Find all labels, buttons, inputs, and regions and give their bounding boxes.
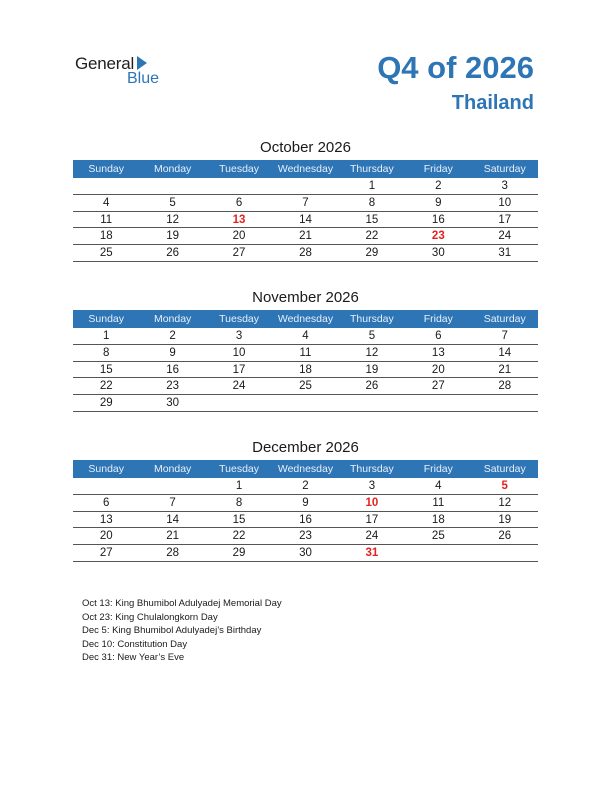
day-cell: 7 bbox=[169, 496, 176, 509]
month-title: December 2026 bbox=[252, 439, 359, 456]
holiday-note: Dec 10: Constitution Day bbox=[82, 638, 188, 650]
day-cell: 12 bbox=[166, 213, 180, 226]
week-row bbox=[73, 362, 538, 379]
weekday-label: Wednesday bbox=[277, 163, 334, 175]
holiday-day-cell: 10 bbox=[365, 496, 379, 509]
day-cell: 22 bbox=[365, 230, 379, 243]
week-row bbox=[73, 395, 538, 412]
day-cell: 30 bbox=[431, 247, 445, 260]
weekday-label: Friday bbox=[423, 163, 453, 175]
day-cell: 5 bbox=[169, 196, 176, 209]
day-cell: 1 bbox=[103, 330, 110, 342]
weekday-label: Saturday bbox=[483, 463, 526, 475]
day-cell: 30 bbox=[299, 547, 312, 560]
day-cell: 20 bbox=[99, 530, 113, 543]
day-cell: 7 bbox=[501, 330, 508, 342]
day-cell: 1 bbox=[368, 180, 376, 192]
weekday-label: Sunday bbox=[88, 163, 125, 175]
day-cell: 18 bbox=[99, 230, 113, 243]
day-cell: 4 bbox=[302, 330, 309, 342]
day-cell: 1 bbox=[235, 480, 243, 492]
month-title: November 2026 bbox=[252, 289, 359, 306]
day-cell: 17 bbox=[498, 213, 512, 226]
day-cell: 17 bbox=[232, 363, 246, 376]
weekday-label: Monday bbox=[153, 313, 192, 325]
day-cell: 3 bbox=[501, 180, 508, 192]
weekday-label: Monday bbox=[153, 463, 192, 475]
day-cell: 27 bbox=[431, 380, 445, 393]
weekday-header bbox=[73, 160, 538, 178]
week-row bbox=[73, 245, 538, 262]
day-cell: 16 bbox=[299, 513, 312, 526]
day-cell: 2 bbox=[169, 330, 176, 342]
day-cell: 28 bbox=[166, 547, 180, 560]
day-cell bbox=[272, 178, 338, 194]
week-row bbox=[73, 328, 538, 345]
day-cell: 28 bbox=[299, 247, 312, 260]
holiday-day-cell: 23 bbox=[431, 230, 445, 243]
day-cell: 24 bbox=[365, 530, 379, 543]
day-cell bbox=[472, 545, 538, 561]
day-cell: 4 bbox=[103, 196, 110, 209]
day-cell: 16 bbox=[431, 213, 445, 226]
week-row bbox=[73, 478, 538, 495]
day-cell: 8 bbox=[235, 496, 243, 509]
weekday-label: Thursday bbox=[350, 463, 394, 475]
month-calendar bbox=[73, 437, 538, 562]
week-row bbox=[73, 212, 538, 229]
day-cell bbox=[206, 178, 272, 194]
day-cell: 15 bbox=[232, 513, 246, 526]
holiday-note: Dec 5: King Bhumibol Adulyadej’s Birthday bbox=[82, 625, 262, 636]
day-cell: 23 bbox=[299, 530, 312, 543]
holiday-day-cell: 13 bbox=[232, 213, 246, 226]
day-cell: 23 bbox=[166, 380, 180, 393]
weekday-label: Monday bbox=[153, 163, 192, 175]
country-title: Thailand bbox=[451, 92, 534, 114]
day-cell: 20 bbox=[431, 363, 445, 376]
page-title: Q4 of 2026 bbox=[377, 50, 534, 85]
day-cell: 6 bbox=[103, 496, 110, 509]
day-cell: 14 bbox=[299, 213, 312, 226]
day-cell: 6 bbox=[235, 196, 243, 209]
day-cell: 25 bbox=[431, 530, 445, 543]
day-cell: 19 bbox=[365, 363, 379, 376]
day-cell: 22 bbox=[232, 530, 246, 543]
weekday-label: Sunday bbox=[88, 313, 125, 325]
weekday-label: Thursday bbox=[350, 163, 394, 175]
weekday-label: Tuesday bbox=[219, 463, 259, 475]
weekday-label: Friday bbox=[423, 463, 453, 475]
day-cell: 14 bbox=[166, 513, 180, 526]
week-row bbox=[73, 528, 538, 545]
day-cell: 27 bbox=[99, 547, 113, 560]
day-cell: 16 bbox=[166, 363, 180, 376]
day-cell: 3 bbox=[235, 330, 243, 342]
day-cell: 11 bbox=[100, 213, 113, 226]
day-cell bbox=[405, 395, 471, 411]
day-cell: 17 bbox=[365, 513, 379, 526]
day-cell: 24 bbox=[232, 380, 246, 393]
day-cell: 19 bbox=[166, 230, 180, 243]
day-cell bbox=[206, 395, 272, 411]
day-cell: 3 bbox=[368, 480, 376, 492]
day-cell: 13 bbox=[431, 346, 445, 359]
day-cell: 21 bbox=[299, 230, 312, 243]
day-cell: 20 bbox=[232, 230, 246, 243]
weekday-header bbox=[73, 460, 538, 478]
day-cell: 14 bbox=[498, 346, 512, 359]
day-cell bbox=[405, 545, 471, 561]
day-cell: 9 bbox=[169, 346, 176, 359]
day-cell: 10 bbox=[232, 346, 246, 359]
day-cell bbox=[139, 478, 205, 494]
week-row bbox=[73, 378, 538, 395]
day-cell bbox=[272, 395, 338, 411]
day-cell bbox=[73, 178, 139, 194]
holiday-day-cell: 5 bbox=[501, 480, 508, 492]
weekday-label: Sunday bbox=[88, 463, 125, 475]
month-calendar bbox=[73, 287, 538, 412]
week-row bbox=[73, 345, 538, 362]
day-cell: 24 bbox=[498, 230, 512, 243]
day-cell: 26 bbox=[166, 247, 180, 260]
day-cell: 15 bbox=[365, 213, 379, 226]
day-cell: 11 bbox=[432, 496, 445, 509]
weekday-label: Saturday bbox=[483, 313, 526, 325]
day-cell: 11 bbox=[299, 346, 312, 359]
logo-general-text: General bbox=[75, 54, 135, 73]
day-cell: 2 bbox=[302, 480, 309, 492]
week-row bbox=[73, 178, 538, 195]
weekday-label: Saturday bbox=[483, 163, 526, 175]
day-cell: 15 bbox=[99, 363, 113, 376]
day-cell: 25 bbox=[299, 380, 312, 393]
month-calendar bbox=[73, 137, 538, 262]
holiday-note: Oct 23: King Chulalongkorn Day bbox=[82, 611, 218, 623]
day-cell: 4 bbox=[435, 480, 442, 492]
holiday-note: Dec 31: New Year’s Eve bbox=[82, 652, 185, 663]
day-cell: 29 bbox=[232, 547, 246, 560]
week-row bbox=[73, 228, 538, 245]
logo-triangle-icon bbox=[137, 56, 147, 70]
day-cell: 31 bbox=[498, 247, 512, 260]
day-cell: 8 bbox=[103, 346, 110, 359]
day-cell: 6 bbox=[435, 330, 442, 342]
day-cell: 10 bbox=[498, 196, 512, 209]
day-cell: 26 bbox=[498, 530, 512, 543]
holiday-day-cell: 31 bbox=[365, 547, 379, 560]
weekday-label: Tuesday bbox=[219, 313, 259, 325]
weekday-header bbox=[73, 310, 538, 328]
day-cell: 13 bbox=[99, 513, 113, 526]
day-cell: 12 bbox=[365, 346, 379, 359]
weekday-label: Tuesday bbox=[219, 163, 259, 175]
week-row bbox=[73, 195, 538, 212]
day-cell: 21 bbox=[166, 530, 180, 543]
holiday-note: Oct 13: King Bhumibol Adulyadej Memorial Day bbox=[82, 598, 282, 609]
day-cell: 29 bbox=[365, 247, 379, 260]
day-cell: 2 bbox=[435, 180, 442, 192]
day-cell: 19 bbox=[498, 513, 512, 526]
day-cell bbox=[472, 395, 538, 411]
week-row bbox=[73, 545, 538, 562]
day-cell: 12 bbox=[498, 496, 512, 509]
day-cell: 21 bbox=[498, 363, 512, 376]
month-title: October 2026 bbox=[260, 139, 351, 156]
day-cell bbox=[73, 478, 139, 494]
logo bbox=[75, 52, 175, 88]
weekday-label: Wednesday bbox=[277, 463, 334, 475]
day-cell: 22 bbox=[99, 380, 113, 393]
weekday-label: Friday bbox=[423, 313, 453, 325]
day-cell: 30 bbox=[166, 397, 180, 410]
logo-blue-text: Blue bbox=[127, 70, 160, 87]
weekday-label: Thursday bbox=[350, 313, 394, 325]
holiday-list bbox=[82, 597, 282, 665]
week-row bbox=[73, 512, 538, 529]
day-cell: 18 bbox=[299, 363, 312, 376]
day-cell bbox=[139, 178, 205, 194]
day-cell: 8 bbox=[368, 196, 376, 209]
day-cell: 29 bbox=[99, 397, 113, 410]
day-cell: 26 bbox=[365, 380, 379, 393]
day-cell: 9 bbox=[302, 496, 309, 509]
day-cell: 25 bbox=[99, 247, 113, 260]
day-cell: 27 bbox=[232, 247, 246, 260]
day-cell: 28 bbox=[498, 380, 512, 393]
day-cell: 18 bbox=[431, 513, 445, 526]
day-cell: 5 bbox=[368, 330, 376, 342]
week-row bbox=[73, 495, 538, 512]
day-cell bbox=[339, 395, 405, 411]
day-cell: 9 bbox=[435, 196, 442, 209]
weekday-label: Wednesday bbox=[277, 313, 334, 325]
day-cell: 7 bbox=[302, 196, 309, 209]
